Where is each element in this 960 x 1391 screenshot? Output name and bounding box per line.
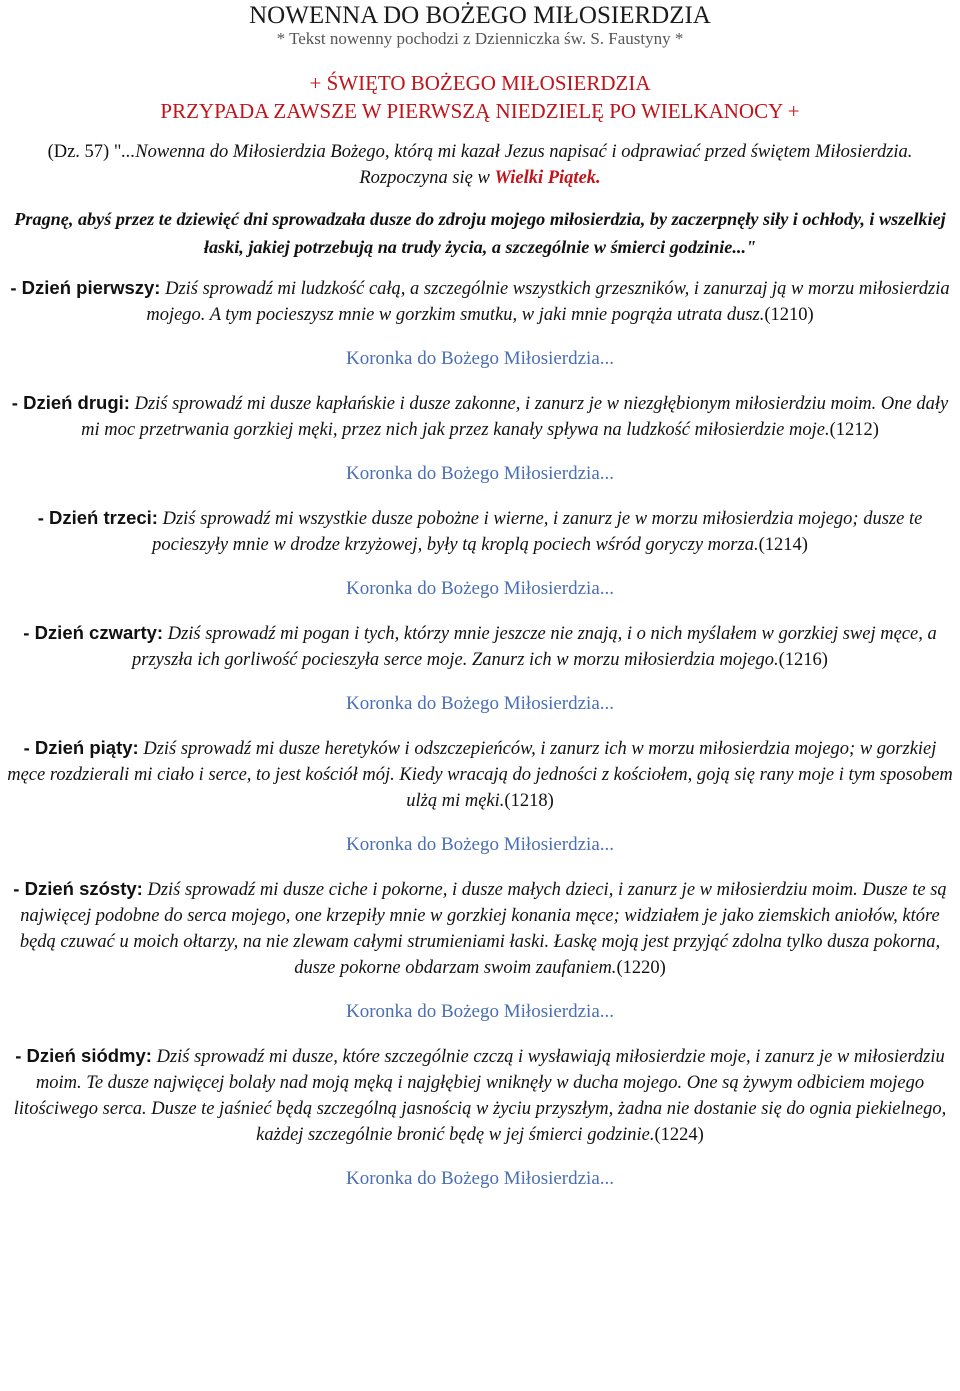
day-3 [0,505,960,602]
chaplet-link[interactable]: Koronka do Bożego Miłosierdzia... [345,1001,615,1022]
chaplet-link[interactable]: Koronka do Bożego Miłosierdzia... [345,578,615,599]
day-body: Dziś sprowadź mi pogan i tych, którzy mnie jeszcze nie znają, i o nich myślałem w gorzkiej swej męce, a przyszła ich gorliwość pocieszyła serce moje. Zanurz ich w morzu miłosierdzia mojego. [132,624,937,670]
page-title: NOWENNA DO BOŻEGO MIŁOSIERDZIA [249,2,711,29]
day-body: Dziś sprowadź mi ludzkość całą, a szczególnie wszystkich grzeszników, i zanurzaj ją w morzu miłosierdzia mojego. A tym pocieszysz mnie w gorzkim smutku, w jaki mnie pogrąża utrata dusz. [146,279,950,325]
day-text [6,1043,954,1148]
day-ref: (1212) [829,420,879,440]
intro-paragraph [10,139,950,191]
chaplet-link[interactable]: Koronka do Bożego Miłosierdzia... [345,1168,615,1189]
day-6 [0,876,960,1025]
days-list [0,275,960,1192]
day-text [6,505,954,558]
day-label: - Dzień czwarty: [23,622,164,643]
feast-line-2: PRZYPADA ZAWSZE W PIERWSZĄ NIEDZIELĘ PO WIELKANOCY + [160,99,800,123]
day-text [6,876,954,981]
day-label: - Dzień pierwszy: [10,277,161,298]
day-label: - Dzień piąty: [23,737,139,758]
feast-line-1: + ŚWIĘTO BOŻEGO MIŁOSIERDZIA [309,71,651,95]
day-ref: (1210) [764,305,814,325]
day-text [6,275,954,328]
day-1 [0,275,960,372]
day-body: Dziś sprowadź mi dusze, które szczególnie czczą i wysławiają miłosierdzie moje, i zanurz je w miłosierdziu moim. Te dusze najwięcej bolały nad moją męką i najgłębiej wniknęły w ducha mojego. One są żywym odbiciem mojego litościwego serca. Dusze te jaśnieć będą szczególną jasnością w życiu przyszłym, żadna nie dostanie się do ognia piekielnego, każdej szczególnie bronić będę w jej śmierci godzinie. [13,1047,947,1145]
intro-highlight: Wielki Piątek. [494,168,601,188]
chaplet-link[interactable]: Koronka do Bożego Miłosierdzia... [345,348,615,369]
day-2 [0,390,960,487]
day-label: - Dzień drugi: [11,392,130,413]
day-text [6,390,954,443]
chaplet-link[interactable]: Koronka do Bożego Miłosierdzia... [345,463,615,484]
day-body: Dziś sprowadź mi dusze ciche i pokorne, i dusze małych dzieci, i zanurz je w miłosierdziu moim. Dusze te są najwięcej podobne do serca mojego, one krzepiły mnie w gorzkiej konania męce; widziałem je jako ziemskich aniołów, które będą czuwać u moich ołtarzy, na nie zlewam całymi strumieniami łaski. Łaskę moją jest przyjąć zdolna tylko dusza pokorna, dusze pokorne obdarzam swoim zaufaniem. [19,880,947,978]
day-ref: (1216) [778,650,828,670]
day-ref: (1220) [616,958,666,978]
chaplet-link[interactable]: Koronka do Bożego Miłosierdzia... [345,834,615,855]
day-text [6,620,954,673]
day-ref: (1224) [654,1125,704,1145]
day-body: Dziś sprowadź mi dusze heretyków i odszczepieńców, i zanurz ich w morzu miłosierdzia mojego; w gorzkiej męce rozdzierali mi ciało i serce, to jest kościół mój. Kiedy wracają do jedności z kościołem, goją się rany moje i tym sposobem ulżą mi męki. [7,739,953,811]
day-4 [0,620,960,717]
day-label: - Dzień szósty: [13,878,143,899]
day-7 [0,1043,960,1192]
jesus-quote: Pragnę, abyś przez te dziewięć dni sprowadzała dusze do zdroju mojego miłosierdzia, by zaczerpnęły siły i ochłody, i wszelkiej łaski, jakiej potrzebują na trudy życia, a szczególnie w śmierci godzinie..." [14,209,946,257]
day-ref: (1218) [504,791,554,811]
day-label: - Dzień siódmy: [15,1045,152,1066]
day-body: Dziś sprowadź mi wszystkie dusze pobożne i wierne, i zanurz je w morzu miłosierdzia mojego; dusze te pocieszyły mnie w drodze krzyżowej, były tą kroplą pociech wśród goryczy morza. [152,509,923,555]
intro-ref: (Dz. 57) " [47,142,122,162]
chaplet-link[interactable]: Koronka do Bożego Miłosierdzia... [345,693,615,714]
source-note: * Tekst nowenny pochodzi z Dzienniczka św. S. Faustyny * [276,29,684,48]
page-header [0,0,960,125]
day-body: Dziś sprowadź mi dusze kapłańskie i dusze zakonne, i zanurz je w niezgłębionym miłosierdziu moim. One dały mi moc przetrwania gorzkiej męki, przez nich jak przez kanały spływa na ludzkość miłosierdzie moje. [81,394,949,440]
day-5 [0,735,960,858]
day-text [6,735,954,814]
day-ref: (1214) [758,535,808,555]
day-label: - Dzień trzeci: [37,507,158,528]
intro-text: ...Nowenna do Miłosierdzia Bożego, którą mi kazał Jezus napisać i odprawiać przed świętem Miłosierdzia. Rozpoczyna się w [121,142,913,188]
